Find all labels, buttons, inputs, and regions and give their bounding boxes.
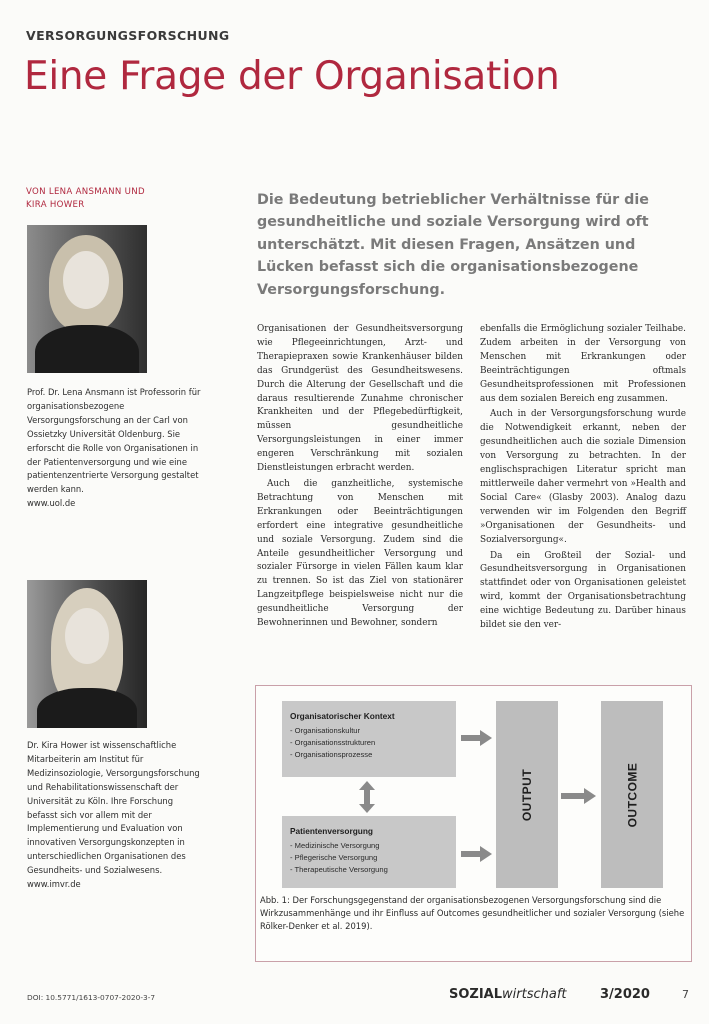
arrow-right-icon (461, 730, 492, 746)
body-paragraph: Auch in der Versorgungsforschung wurde die Notwendigkeit erkannt, neben der gesundheitlichen auch die soziale Dimension von Versorgung zu betrachten. In der englischsprachigen Literatur spricht man mittlerweile daher vermehrt von »Health and Social Care« (Glasby 2003). Analog dazu verwenden wir im Folgenden den Begriff »Organisationen der Gesundheits- und Sozialversorgung«. (480, 409, 686, 545)
bio-text: Prof. Dr. Lena Ansmann ist Professorin für organisationsbezogene Versorgungsforschung an der Carl von Ossietzky Universität Oldenburg. Sie erforscht die Rolle von Organisationen in der Patientenversorgung und wie eine patientenzentrierte Versorgung gestaltet werden kann. (27, 387, 201, 495)
body-column-1 (257, 323, 463, 633)
context-title: Organisatorischer Kontext (290, 711, 395, 721)
patient-title: Patientenversorgung (290, 826, 373, 836)
section-rubric: VERSORGUNGSFORSCHUNG (26, 28, 230, 43)
byline-line-1: VON LENA ANSMANN UND (26, 187, 145, 197)
bio-url[interactable]: www.imvr.de (27, 879, 81, 890)
output-label: OUTPUT (520, 768, 534, 821)
author-photo-hower (27, 580, 147, 728)
outcome-box (601, 701, 663, 888)
arrow-right-icon (461, 846, 492, 862)
article-title: Eine Frage der Organisation (24, 54, 560, 99)
patient-item: - Therapeutische Versorgung (290, 864, 448, 876)
context-item: - Organisationsstrukturen (290, 737, 448, 749)
context-item: - Organisationskultur (290, 725, 448, 737)
author-photo-ansmann (27, 225, 147, 373)
author-bio-hower (27, 739, 202, 892)
patient-item: - Pflegerische Versorgung (290, 852, 448, 864)
outcome-label: OUTCOME (625, 762, 639, 827)
context-item: - Organisationsprozesse (290, 749, 448, 761)
byline-line-2: KIRA HOWER (26, 200, 85, 210)
arrow-right-icon (561, 788, 596, 804)
figure-diagram (255, 685, 692, 962)
doi-reference: DOI: 10.5771/1613-0707-2020-3-7 (27, 993, 156, 1002)
brand-bold: SOZIAL (449, 987, 503, 1002)
body-paragraph: Da ein Großteil der Sozial- und Gesundheitsversorgung in Organisationen stattfindet oder von Organisationen geleistet wird, kommt der Organisationsbetrachtung eine wichtige Bedeutung zu. Darüber hinaus bildet sie den ver- (480, 550, 686, 631)
bio-text: Dr. Kira Hower ist wissenschaftliche Mitarbeiterin am Institut für Medizinsoziologie, Versorgungsforschung und Rehabilitationswissenschaft der Universität zu Köln. Ihre Forschung befasst sich vor allem mit der Implementierung und Evaluation von innovativen Versorgungskonzepten in unterschiedlichen Organisationen des Gesundheits- und Sozialwesens. (27, 740, 200, 876)
double-arrow-icon (359, 781, 375, 813)
body-paragraph: Organisationen der Gesundheitsversorgung wie Pflegeeinrichtungen, Arzt- und Therapiepraxen sowie Krankenhäuser bilden das Grundgerüst des Gesundheitswesens. Durch die Alterung der Gesellschaft und die daraus resultierende Zunahme chronischer Krankheiten und der Pflegebedürftigkeit, müssen gesundheitliche Versorgungsleistungen in einer immer engeren Verschränkung mit sozialen Dienstleistungen erbracht werden. (257, 324, 463, 474)
output-box (496, 701, 558, 888)
journal-brand (449, 987, 567, 1002)
patient-item: - Medizinische Versorgung (290, 840, 448, 852)
brand-italic: wirtschaft (502, 987, 567, 1002)
bio-url[interactable]: www.uol.de (27, 498, 76, 509)
author-bio-ansmann (27, 386, 202, 511)
byline (26, 186, 145, 212)
body-paragraph: ebenfalls die Ermöglichung sozialer Teilhabe. Zudem arbeiten in der Versorgung von Menschen mit Erkrankungen oder Beeinträchtigungen oftmals Gesundheitsprofessionen mit Professionen aus dem sozialen Bereich eng zusammen. (480, 324, 686, 404)
body-column-2 (480, 323, 686, 635)
lead-paragraph: Die Bedeutung betrieblicher Verhältnisse für die gesundheitliche und soziale Versorgung wird oft unterschätzt. Mit diesen Fragen, Ansätzen und Lücken befasst sich die organisationsbezogene Versorgungsforschung. (257, 192, 649, 298)
figure-caption: Abb. 1: Der Forschungsgegenstand der organisationsbezogenen Versorgungsforschung sind die Wirkzusammenhänge und ihr Einfluss auf Outcomes gesundheitlicher und sozialer Versorgung (siehe Rölker-Denker et al. 2019). (260, 895, 685, 931)
body-paragraph: Auch die ganzheitliche, systemische Betrachtung von Menschen mit Erkrankungen oder Beeinträchtigungen erfordert eine integrative gesundheitliche und soziale Versorgung. Zudem sind die Anteile gesundheitlicher Versorgung und sozialer Fürsorge in vielen Fällen kaum klar zu trennen. So ist das Ziel von stationärer Langzeitpflege beispielsweise nicht nur die gesundheitliche Versorgung der Bewohnerinnen und Bewohner, sondern (257, 478, 463, 629)
issue-number: 3/2020 (600, 987, 650, 1002)
page-number: 7 (682, 988, 689, 1001)
